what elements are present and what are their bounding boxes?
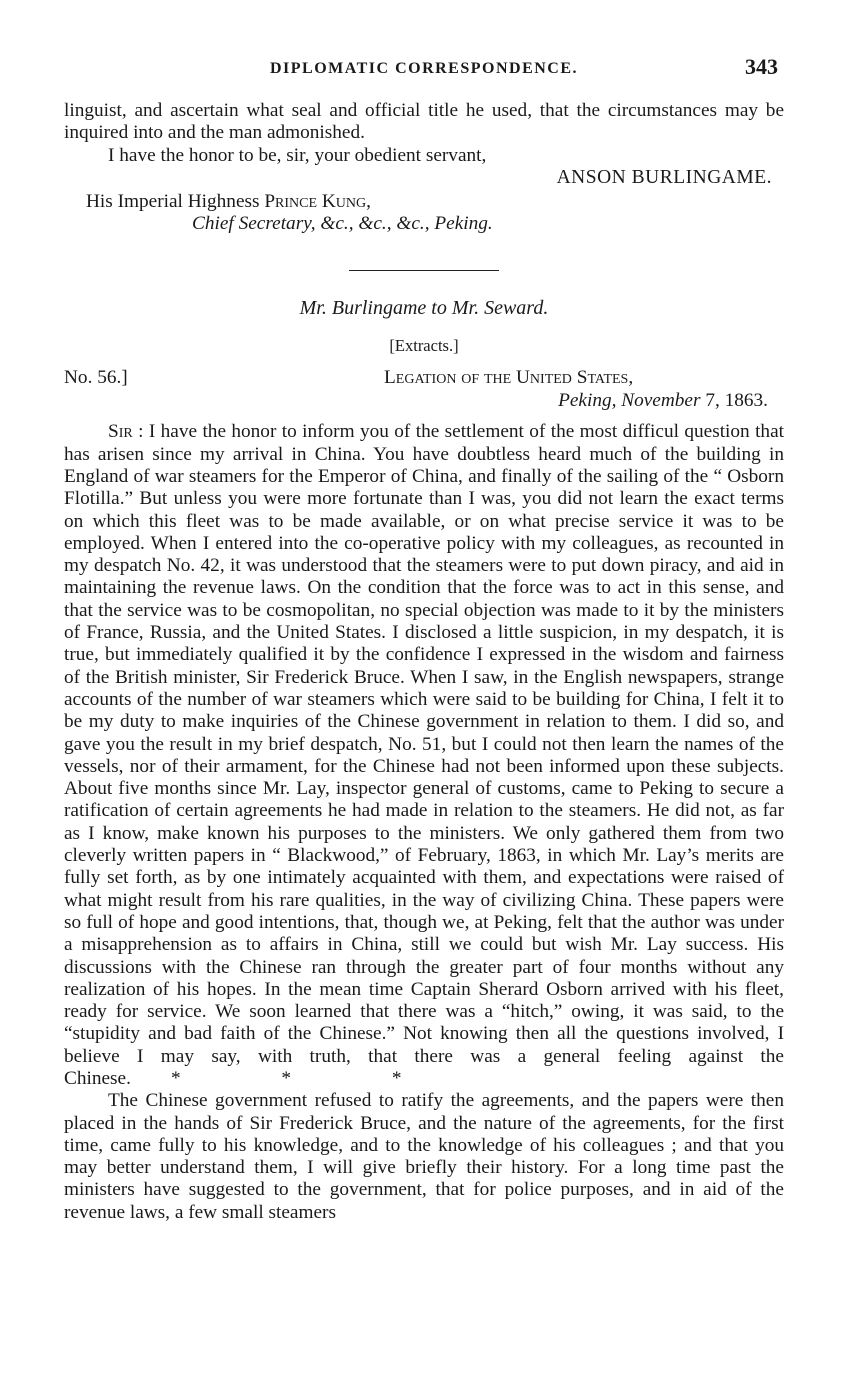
place-date [558,390,768,412]
asterisks: * * * [170,1067,450,1089]
page-header [64,54,784,84]
previous-letter-closing: linguist, and ascertain what seal and official title he used, that the circumstances may be inquired into and the man admonished. [64,100,784,144]
extracts-note: [Extracts.] [389,336,459,356]
addressee-name: Prince Kung, [264,191,371,213]
dateline [64,367,784,413]
addressee-line [86,191,784,213]
addressee-prefix: His Imperial Highness [86,191,265,213]
page-body [64,100,784,1224]
paragraph-2: The Chinese government refused to ratify the agreements, and the papers were then placed in the hands of Sir Frederick Bruce, and the nature of the agreements, for the first time, came fully to his knowledge, and to the knowledge of his colleagues ; and that you may better understand them, I will give briefly their history. For a long time past the ministers have suggested to the government, that for police purposes, and in aid of the revenue laws, a few small steamers [64,1090,784,1223]
place-date-text: Peking, November [558,390,701,412]
addressee-title: Chief Secretary, &c., &c., &c., Peking. [192,213,493,235]
running-head: DIPLOMATIC CORRESPONDENCE. [269,60,579,77]
signature: ANSON BURLINGAME. [556,166,772,188]
valediction: I have the honor to be, sir, your obedient servant, [108,144,487,166]
date-numbers: 7, 1863. [705,390,768,412]
legation-line: Legation of the United States, [384,367,634,389]
dispatch-number: No. 56.] [64,367,128,389]
page-number: 343 [745,54,778,79]
section-divider [349,270,499,271]
paragraph-1-text: I have the honor to inform you of the settlement of the most difficul question that has arisen since my arrival in China. You have doubtless heard much of the building in England of war steamers for the Emperor of China, and finally of the sailing of the “ Osborn Flotilla.” But unless you were more fortunate than I was, you did not learn the exact terms on which this fleet was to be made available, or on what precise service it was to be employed. When I entered into the co-operative policy with my colleagues, as recounted in my despatch No. 42, it was understood that the steamers were to put down piracy, and aid in maintaining the revenue laws. On the condition that the force was to act in this sense, and that the service was to be cosmopolitan, no special objection was made to it by the ministers of France, Russia, and the United States. I disclosed a little suspicion, in my despatch, it is true, but immediately qualified it by the confidence I expressed in the wisdom and fairness of the British minister, Sir Frederick Bruce. When I saw, in the English newspapers, strange accounts of the number of war steamers which were said to be building for China, I felt it to be my duty to make inquiries of the Chinese government in relation to them. I did so, and gave you the result in my brief despatch, No. 51, but I could not then learn the names of the vessels, nor of their armament, for the Chinese had not been informed upon these subjects. About five months since Mr. Lay, inspector general of customs, came to Peking to secure a ratification of certain agreements he had made in relation to the steamers. He did not, as far as I know, make known his purposes to the ministers. We only gathered them from two cleverly written papers in “ Blackwood,” of February, 1863, in which Mr. Lay’s merits are fully set forth, as by one intimately acquainted with them, and expectations were raised of what might result from his rare qualities, in the way of civilizing China. These papers were so full of hope and good intentions, that, though we, at Peking, felt that the author was under a misapprehension as to affairs in China, still we could but wish Mr. Lay success. His discussions with the Chinese ran through the greater part of four months without any realization of his hopes. In the mean time Captain Sherard Osborn arrived with his fleet, ready for service. We soon learned that there was a “hitch,” owing, it was said, to the “stupidity and bad faith of the Chinese.” Not knowing then all the questions involved, I believe I may say, with truth, that there was a general feeling against the Chinese. [64,421,784,1089]
salutation: Sir : [108,421,144,443]
letter-title: Mr. Burlingame to Mr. Seward. [299,296,549,319]
paragraph-1 [64,421,784,1090]
